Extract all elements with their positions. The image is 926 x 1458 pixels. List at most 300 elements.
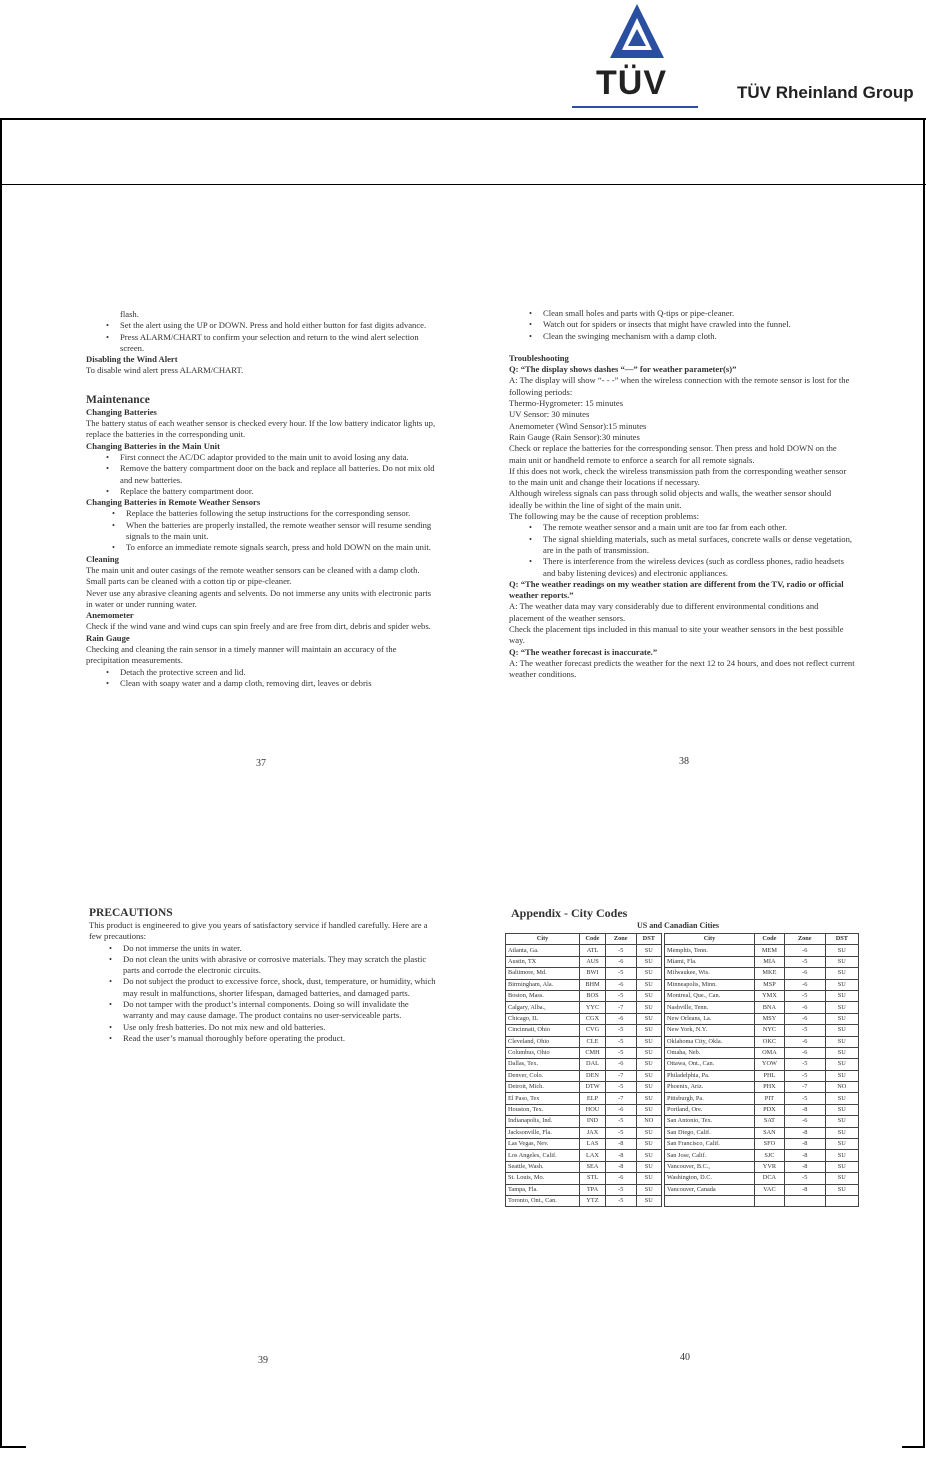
- table-cell: -5: [605, 1184, 636, 1195]
- table-cell: -6: [784, 968, 825, 979]
- table-cell: -7: [605, 1002, 636, 1013]
- table-row: [506, 1150, 662, 1161]
- frame-left-rule: [0, 118, 2, 1448]
- table-cell: DAL: [580, 1059, 606, 1070]
- table-cell: SU: [825, 979, 858, 990]
- paragraph: Check or replace the batteries for the corresponding sensor. Then press and hold DOWN on the main unit or handheld remote to enforce a search for all remote signals.: [509, 443, 837, 465]
- city-codes-table-right: [664, 933, 859, 1207]
- table-row: [665, 945, 859, 956]
- table-cell: SAN: [754, 1127, 784, 1138]
- table-cell: Indianapolis, Ind.: [506, 1116, 580, 1127]
- paragraph: Checking and cleaning the rain sensor in a timely manner will maintain an accuracy of the precipitation measurements.: [86, 644, 397, 666]
- table-cell: SU: [825, 1070, 858, 1081]
- table-cell: YMX: [754, 990, 784, 1001]
- table-cell: New Orleans, La.: [665, 1013, 755, 1024]
- table-cell: SU: [636, 1025, 661, 1036]
- table-row: [665, 1184, 859, 1195]
- table-row: [506, 1070, 662, 1081]
- table-cell: PHX: [754, 1082, 784, 1093]
- table-row: [665, 1116, 859, 1127]
- bullet-list: [89, 943, 437, 1045]
- column-header: Zone: [784, 934, 825, 945]
- list-item: • Clean with soapy water and a damp cloth, removing dirt, leaves or debris: [120, 678, 436, 689]
- table-cell: BHM: [580, 979, 606, 990]
- table-cell: -6: [784, 979, 825, 990]
- table-row: [665, 979, 859, 990]
- table-cell: -6: [784, 945, 825, 956]
- paragraph: Although wireless signals can pass through solid objects and walls, the weather sensor should ideally be within the line of sight of the main unit.: [509, 488, 832, 510]
- bullet-list: [86, 508, 436, 553]
- table-cell: STL: [580, 1173, 606, 1184]
- period-line: Anemometer (Wind Sensor):15 minutes: [509, 420, 647, 431]
- table-cell: SU: [636, 1013, 661, 1024]
- table-cell: SU: [825, 1104, 858, 1115]
- table-row: [506, 1104, 662, 1115]
- table-cell: Minneapolis, Minn.: [665, 979, 755, 990]
- text-line: flash.: [120, 309, 139, 319]
- table-cell: SU: [825, 1173, 858, 1184]
- table-cell: SU: [825, 1002, 858, 1013]
- table-cell: BWI: [580, 968, 606, 979]
- table-cell: SU: [636, 1173, 661, 1184]
- paragraph: The following may be the cause of reception problems:: [509, 511, 699, 522]
- group-name: TÜV Rheinland Group: [737, 83, 914, 102]
- table-header-row: [506, 934, 662, 945]
- question: Q: “The display shows dashes “—” for weather parameter(s)”: [509, 364, 737, 375]
- table-cell: MEM: [754, 945, 784, 956]
- list-item: • The remote weather sensor and a main unit are too far from each other.: [543, 522, 855, 533]
- table-cell: SAT: [754, 1116, 784, 1127]
- period-line: Rain Gauge (Rain Sensor):30 minutes: [509, 431, 640, 442]
- table-row: [506, 1195, 662, 1206]
- table-row: [506, 1082, 662, 1093]
- list-item: • Clean small holes and parts with Q-tips or pipe-cleaner.: [543, 308, 855, 319]
- table-row: [665, 1150, 859, 1161]
- table-cell: Ottawa, Ont., Can.: [665, 1059, 755, 1070]
- frame-bottom-left-tick: [0, 1446, 26, 1448]
- table-header-row: [665, 934, 859, 945]
- table-cell: -5: [605, 1082, 636, 1093]
- table-cell: El Paso, Tex: [506, 1093, 580, 1104]
- table-cell: -6: [605, 1173, 636, 1184]
- table-cell: Portland, Ore.: [665, 1104, 755, 1115]
- table-cell: LAX: [580, 1150, 606, 1161]
- table-cell: -5: [605, 1025, 636, 1036]
- table-cell: SEA: [580, 1161, 606, 1172]
- table-cell: SU: [825, 1161, 858, 1172]
- list-item: • Clean the swinging mechanism with a damp cloth.: [543, 331, 855, 342]
- table-cell: SU: [636, 1082, 661, 1093]
- section-heading: Rain Gauge: [86, 632, 130, 643]
- table-cell: JAX: [580, 1127, 606, 1138]
- page-39: [89, 906, 437, 1044]
- table-cell: SU: [825, 1184, 858, 1195]
- table-row: [665, 1059, 859, 1070]
- table-cell: Toronto, Ont., Can.: [506, 1195, 580, 1206]
- table-cell: Denver, Colo.: [506, 1070, 580, 1081]
- table-cell: SU: [636, 1161, 661, 1172]
- column-header: DST: [636, 934, 661, 945]
- table-cell: -5: [784, 990, 825, 1001]
- table-cell: Tampa, Fla.: [506, 1184, 580, 1195]
- table-cell: SU: [636, 1150, 661, 1161]
- table-cell: -6: [605, 956, 636, 967]
- table-cell: MSP: [754, 979, 784, 990]
- table-cell: DCA: [754, 1173, 784, 1184]
- table-row: [665, 990, 859, 1001]
- table-cell: -5: [605, 1195, 636, 1206]
- table-cell: YOW: [754, 1059, 784, 1070]
- table-cell: SU: [825, 1013, 858, 1024]
- logo-text: TÜV: [596, 64, 667, 102]
- section-heading: Anemometer: [86, 610, 134, 621]
- table-cell: IND: [580, 1116, 606, 1127]
- list-item: • Read the user’s manual thoroughly before operating the product.: [123, 1033, 437, 1044]
- list-item: • The signal shielding materials, such as metal surfaces, concrete walls or dense vegetation, are in the path of transmission.: [543, 534, 855, 557]
- table-cell: Milwaukee, Wis.: [665, 968, 755, 979]
- question: Q: “The weather readings on my weather station are different from the TV, radio or official weather reports.”: [509, 578, 844, 601]
- table-cell: -5: [605, 968, 636, 979]
- table-cell: Seattle, Wash.: [506, 1161, 580, 1172]
- table-row: [506, 990, 662, 1001]
- table-cell: SU: [636, 1195, 661, 1206]
- paragraph: Check if the wind vane and wind cups can spin freely and are free from dirt, debris and spider webs.: [86, 621, 431, 632]
- table-cell: -7: [605, 1093, 636, 1104]
- column-header: DST: [825, 934, 858, 945]
- table-cell: -8: [784, 1127, 825, 1138]
- table-row: [665, 968, 859, 979]
- table-cell: ATL: [580, 945, 606, 956]
- period-line: Thermo-Hygrometer: 15 minutes: [509, 398, 624, 409]
- table-cell: -8: [784, 1161, 825, 1172]
- table-cell: YVR: [754, 1161, 784, 1172]
- table-cell: OMA: [754, 1047, 784, 1058]
- page-number: 38: [679, 756, 689, 767]
- list-item: • Set the alert using the UP or DOWN. Press and hold either button for fast digits advance.: [120, 320, 436, 331]
- table-cell: Vancouver, Canada: [665, 1184, 755, 1195]
- column-header: City: [506, 934, 580, 945]
- table-cell: -8: [605, 1150, 636, 1161]
- table-row: [665, 1161, 859, 1172]
- bullet-list: [509, 308, 855, 342]
- table-cell: Birmingham, Ala.: [506, 979, 580, 990]
- list-item: • Watch out for spiders or insects that might have crawled into the funnel.: [543, 319, 855, 330]
- list-item: • Do not subject the product to excessive force, shock, dust, temperature, or humidity, which may result in malfunctions, shorter lifespan, damaged batteries, and damaged parts.: [123, 976, 437, 999]
- section-title: Maintenance: [86, 393, 150, 406]
- list-item: • Detach the protective screen and lid.: [120, 667, 436, 678]
- table-cell: -6: [784, 1013, 825, 1024]
- table-cell: -5: [784, 956, 825, 967]
- section-heading: Changing Batteries: [86, 406, 157, 417]
- section-heading: Troubleshooting: [509, 352, 569, 363]
- table-row: [506, 1059, 662, 1070]
- table-cell: -8: [784, 1184, 825, 1195]
- table-cell: Austin, TX: [506, 956, 580, 967]
- table-row: [665, 1002, 859, 1013]
- frame-bottom-right-tick: [902, 1446, 924, 1448]
- list-item: • Do not immerse the units in water.: [123, 943, 437, 954]
- paragraph: Never use any abrasive cleaning agents and selvents. Do not immerse any units with electronic parts in water or under running water.: [86, 587, 432, 609]
- table-row: [665, 1104, 859, 1115]
- table-cell: SFO: [754, 1139, 784, 1150]
- table-row: [665, 1093, 859, 1104]
- table-cell: -6: [784, 1002, 825, 1013]
- page-37: [86, 309, 436, 689]
- table-cell: San Francisco, Calif.: [665, 1139, 755, 1150]
- table-cell: [754, 1195, 784, 1206]
- table-cell: Baltimore, Md.: [506, 968, 580, 979]
- table-row: [665, 1036, 859, 1047]
- table-cell: BOS: [580, 990, 606, 1001]
- appendix-subtitle: US and Canadian Cities: [637, 921, 720, 930]
- table-cell: Omaha, Neb.: [665, 1047, 755, 1058]
- table-cell: Washington, D.C.: [665, 1173, 755, 1184]
- table-cell: [784, 1195, 825, 1206]
- table-row: [665, 1139, 859, 1150]
- table-cell: -5: [605, 1127, 636, 1138]
- table-cell: -5: [605, 990, 636, 1001]
- table-cell: NO: [825, 1082, 858, 1093]
- table-row: [506, 1139, 662, 1150]
- column-header: City: [665, 934, 755, 945]
- table-cell: SU: [825, 1150, 858, 1161]
- table-cell: TPA: [580, 1184, 606, 1195]
- table-cell: YTZ: [580, 1195, 606, 1206]
- table-cell: SU: [825, 1116, 858, 1127]
- table-cell: SU: [636, 1093, 661, 1104]
- table-cell: PDX: [754, 1104, 784, 1115]
- list-item: • When the batteries are properly installed, the remote weather sensor will resume sending signals to the main unit.: [126, 520, 436, 543]
- table-cell: LAS: [580, 1139, 606, 1150]
- table-cell: -7: [605, 1070, 636, 1081]
- bullet-list: [509, 522, 855, 578]
- answer: A: The weather data may vary considerably due to different environmental conditions and placement of the weather sensors.: [509, 601, 819, 623]
- table-cell: Montreal, Que., Can.: [665, 990, 755, 1001]
- bullet-list: [86, 320, 436, 354]
- section-heading: Cleaning: [86, 553, 119, 564]
- list-item: • Use only fresh batteries. Do not mix new and old batteries.: [123, 1022, 437, 1033]
- table-cell: PIT: [754, 1093, 784, 1104]
- column-header: Code: [754, 934, 784, 945]
- table-cell: [825, 1195, 858, 1206]
- table-cell: SJC: [754, 1150, 784, 1161]
- table-cell: Calgary, Alba.,: [506, 1002, 580, 1013]
- table-cell: Cincinnati, Ohio: [506, 1025, 580, 1036]
- table-cell: -8: [605, 1161, 636, 1172]
- appendix-title: Appendix - City Codes: [511, 906, 628, 920]
- table-cell: NO: [636, 1116, 661, 1127]
- table-cell: SU: [636, 1104, 661, 1115]
- table-cell: CVG: [580, 1025, 606, 1036]
- table-cell: Cleveland, Ohio: [506, 1036, 580, 1047]
- table-row: [665, 1025, 859, 1036]
- table-cell: -8: [605, 1139, 636, 1150]
- table-cell: VAC: [754, 1184, 784, 1195]
- table-cell: -5: [605, 945, 636, 956]
- table-cell: SU: [825, 1036, 858, 1047]
- table-cell: NYC: [754, 1025, 784, 1036]
- table-cell: -6: [784, 1036, 825, 1047]
- table-cell: -5: [784, 1025, 825, 1036]
- table-row: [665, 956, 859, 967]
- table-cell: -5: [605, 1047, 636, 1058]
- table-cell: SU: [636, 1059, 661, 1070]
- list-item: • First connect the AC/DC adaptor provided to the main unit to avoid losing any data.: [120, 452, 436, 463]
- paragraph: To disable wind alert press ALARM/CHART.: [86, 365, 244, 376]
- table-cell: PHL: [754, 1070, 784, 1081]
- table-cell: AUS: [580, 956, 606, 967]
- list-item: • Press ALARM/CHART to confirm your selection and return to the wind alert selection screen.: [120, 332, 436, 355]
- bullet-list: [86, 452, 436, 497]
- table-cell: SU: [825, 968, 858, 979]
- table-cell: Pittsburgh, Pa.: [665, 1093, 755, 1104]
- column-header: Code: [580, 934, 606, 945]
- table-cell: ELP: [580, 1093, 606, 1104]
- bullet-list: [86, 667, 436, 690]
- page-number: 37: [256, 758, 266, 769]
- table-cell: Jacksonville, Fla.: [506, 1127, 580, 1138]
- table-cell: Miami, Fla.: [665, 956, 755, 967]
- table-cell: San Diego, Calif.: [665, 1127, 755, 1138]
- table-cell: Houston, Tex.: [506, 1104, 580, 1115]
- table-cell: SU: [825, 1093, 858, 1104]
- table-row: [665, 1070, 859, 1081]
- table-cell: BNA: [754, 1002, 784, 1013]
- table-cell: HOU: [580, 1104, 606, 1115]
- list-item: • Do not tamper with the product’s internal components. Doing so will invalidate the warranty and may cause damage. The product contains no user-serviceable parts.: [123, 999, 437, 1022]
- table-cell: MKE: [754, 968, 784, 979]
- table-cell: Chicago, IL: [506, 1013, 580, 1024]
- list-item: • To enforce an immediate remote signals search, press and hold DOWN on the main unit.: [126, 542, 436, 553]
- table-cell: SU: [636, 1139, 661, 1150]
- tuv-triangle-logo-icon: [608, 2, 666, 60]
- table-cell: SU: [825, 1059, 858, 1070]
- table-cell: -6: [784, 1116, 825, 1127]
- table-cell: -6: [605, 1013, 636, 1024]
- table-cell: Detroit, Mich.: [506, 1082, 580, 1093]
- answer: A: The weather forecast predicts the weather for the next 12 to 24 hours, and does not reflect current weather conditions.: [509, 657, 855, 680]
- answer: A: The display will show “- - -” when the wireless connection with the remote sensor is lost for the following periods:: [509, 375, 850, 397]
- table-cell: Vancouver, B.C.,: [665, 1161, 755, 1172]
- paragraph: The battery status of each weather sensor is checked every hour. If the low battery indicator lights up, replace the batteries in the corresponding unit.: [86, 418, 436, 440]
- table-cell: MIA: [754, 956, 784, 967]
- table-row: [506, 1002, 662, 1013]
- table-cell: Phoenix, Ariz.: [665, 1082, 755, 1093]
- frame-right-rule: [923, 118, 925, 1448]
- table-cell: Philadelphia, Pa.: [665, 1070, 755, 1081]
- table-cell: SU: [636, 1002, 661, 1013]
- table-row: [506, 956, 662, 967]
- table-cell: SU: [825, 956, 858, 967]
- table-cell: -5: [784, 1059, 825, 1070]
- table-row: [665, 1173, 859, 1184]
- section-heading: Disabling the Wind Alert: [86, 354, 178, 365]
- table-cell: Nashville, Tenn.: [665, 1002, 755, 1013]
- table-cell: CMH: [580, 1047, 606, 1058]
- table-cell: -5: [605, 1116, 636, 1127]
- frame-top-rule: [0, 118, 926, 120]
- table-cell: Atlanta, Ga.: [506, 945, 580, 956]
- table-cell: -6: [605, 1059, 636, 1070]
- table-cell: SU: [636, 1036, 661, 1047]
- table-cell: St. Louis, Mo.: [506, 1173, 580, 1184]
- paragraph: The main unit and outer casings of the remote weather sensors can be cleaned with a damp cloth. Small parts can be cleaned with a cotton tip or pipe-cleaner.: [86, 564, 420, 587]
- paragraph: This product is engineered to give you years of satisfactory service if handled carefully. Here are a few precautions:: [89, 920, 428, 942]
- list-item: • Do not clean the units with abrasive or corrosive materials. They may scratch the plastic parts and corrode the electronic circuits.: [123, 954, 437, 977]
- table-row: [665, 1013, 859, 1024]
- table-row: [665, 1082, 859, 1093]
- table-cell: DEN: [580, 1070, 606, 1081]
- table-cell: [665, 1195, 755, 1206]
- table-row: [665, 1047, 859, 1058]
- list-item: • Replace the battery compartment door.: [120, 486, 436, 497]
- table-cell: -5: [784, 1173, 825, 1184]
- page-38: [509, 308, 855, 681]
- table-cell: San Jose, Calif.: [665, 1150, 755, 1161]
- table-cell: Memphis, Tenn.: [665, 945, 755, 956]
- table-cell: SU: [825, 1139, 858, 1150]
- period-line: UV Sensor: 30 minutes: [509, 409, 590, 420]
- table-cell: SU: [636, 1184, 661, 1195]
- table-cell: -6: [605, 979, 636, 990]
- table-cell: New York, N.Y.: [665, 1025, 755, 1036]
- table-cell: CLE: [580, 1036, 606, 1047]
- page-number: 39: [258, 1355, 268, 1366]
- table-cell: Las Vegas, Nev.: [506, 1139, 580, 1150]
- column-header: Zone: [605, 934, 636, 945]
- table-row: [665, 1127, 859, 1138]
- section-heading: Changing Batteries in the Main Unit: [86, 440, 220, 451]
- table-cell: Oklahoma City, Okla.: [665, 1036, 755, 1047]
- table-cell: SU: [636, 990, 661, 1001]
- table-row: [506, 1173, 662, 1184]
- table-cell: OKC: [754, 1036, 784, 1047]
- table-cell: Columbus, Ohio: [506, 1047, 580, 1058]
- section-title: PRECAUTIONS: [89, 907, 173, 919]
- table-cell: MSY: [754, 1013, 784, 1024]
- table-cell: SU: [636, 979, 661, 990]
- table-cell: -8: [784, 1104, 825, 1115]
- paragraph: Check the placement tips included in this manual to site your weather sensors in the best possible way.: [509, 624, 844, 646]
- table-cell: SU: [636, 956, 661, 967]
- table-cell: -5: [605, 1036, 636, 1047]
- table-cell: -7: [784, 1082, 825, 1093]
- table-cell: Dallas, Tex.: [506, 1059, 580, 1070]
- table-cell: Los Angeles, Calif.: [506, 1150, 580, 1161]
- table-row: [506, 1127, 662, 1138]
- table-cell: SU: [825, 1047, 858, 1058]
- paragraph: If this does not work, check the wireless transmission path from the corresponding weather sensor to the main unit and change their locations if necessary.: [509, 465, 847, 488]
- list-item: • Remove the battery compartment door on the back and replace all batteries. Do not mix old and new batteries.: [120, 463, 436, 486]
- table-row: [506, 968, 662, 979]
- table-row: [506, 1184, 662, 1195]
- table-cell: -8: [784, 1139, 825, 1150]
- table-row: [506, 1116, 662, 1127]
- table-row: [506, 1047, 662, 1058]
- table-cell: DTW: [580, 1082, 606, 1093]
- page-number: 40: [680, 1352, 690, 1363]
- table-row: [506, 945, 662, 956]
- table-cell: San Antonio, Tex.: [665, 1116, 755, 1127]
- table-cell: SU: [636, 945, 661, 956]
- table-cell: SU: [825, 945, 858, 956]
- question: Q: “The weather forecast is inaccurate.”: [509, 646, 658, 657]
- table-cell: SU: [825, 1025, 858, 1036]
- table-cell: CGX: [580, 1013, 606, 1024]
- table-row: [506, 979, 662, 990]
- frame-mid-rule: [0, 184, 926, 185]
- table-cell: -5: [784, 1093, 825, 1104]
